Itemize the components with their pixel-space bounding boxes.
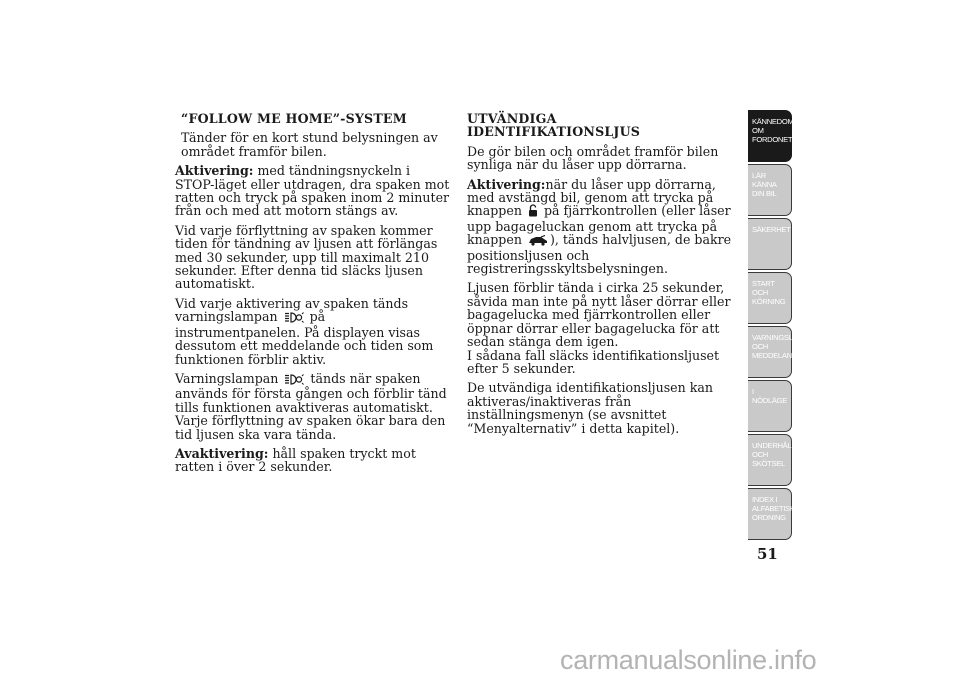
move-paragraph: Vid varje förflyttning av spaken kommer tiden för tändning av ljusen att förlängas med 30 sekunder, upp till maximalt 210 sekunder. Efter denna tid släcks ljusen automatiskt. [175,222,438,292]
tab-i-nodlage[interactable]: I NÖDLÄGE [748,380,792,432]
identification-intro: De gör bilen och området framför bilen synliga när du låser upp dörrarna. [467,143,719,173]
follow-me-home-heading: “FOLLOW ME HOME”-SYSTEM [181,111,407,126]
remain-paragraph: Ljusen förblir tända i cirka 25 sekunder, såvida man inte på nytt låser dörrar eller bagagelucka med fjärrkontrollen eller öppnar dörrar eller bagagelucka för att sedan stänga dem igen. [467,280,731,350]
deactivation-text: håll spaken tryckt mot ratten i över 2 sekunder. [175,445,416,475]
page-number: 51 [757,545,778,563]
remain-paragraph-2: I sådana fall släcks identifikationsljuset efter 5 sekunder. [467,347,720,376]
identification-activation-paragraph [467,178,733,276]
activation-paragraph [175,164,451,218]
car-trunk-icon [528,235,548,248]
left-column [175,112,451,480]
tab-lar-kanna-din-bil[interactable]: LÄR KÄNNA DIN BIL [748,164,792,216]
lamp-text-a: Vid varje aktivering av spaken tänds varningslampan [175,295,409,325]
right-column [467,112,733,441]
follow-me-home-lamp-icon [284,312,304,325]
activation-text-a: när du låser upp dörrarna, med avstängd bil, genom att trycka på knappen [467,176,716,219]
watermark: carmanualsonline.info [560,645,817,675]
tab-underhall-och-skotsel[interactable]: UNDERHÅLL OCH SKÖTSEL [748,434,792,486]
lamp-text-b: på instrumentpanelen. På displayen visas dessutom ett meddelande och tiden som funktionen förblir aktiv. [175,309,434,367]
tab-kannedom-om-fordonet[interactable]: KÄNNEDOM OM FORDONET [748,110,792,162]
tab-start-och-korning[interactable]: START OCH KÖRNING [748,272,792,324]
lamp-paragraph [175,297,451,366]
tab-index[interactable]: INDEX I ALFABETISK ORDNING [748,488,792,540]
identification-lights-heading: UTVÄNDIGA IDENTIFIKATIONSLJUS [467,111,641,140]
identification-activation-label: Aktivering: [467,176,546,192]
tab-varningslampor[interactable]: VARNINGSLAMPOR OCH MEDDELANDEN [748,326,792,378]
follow-me-home-lamp-icon [284,374,304,387]
activation-label: Aktivering: [175,163,254,179]
follow-me-home-intro: Tänder för en kort stund belysningen av området framför bilen. [181,130,438,159]
first-use-text-b: tänds när spaken används för första gången och förblir tänd tills funktionen avaktiveras automatiskt. Varje förflyttning av spaken ökar bara den tid ljusen ska vara tända. [175,370,447,442]
padlock-unlock-icon [528,204,538,219]
activation-text-c: ), tänds halvljusen, de bakre positionsljusen och registreringsskyltsbelysningen. [467,232,732,277]
deactivation-paragraph [175,447,451,474]
first-use-text-a: Varningslampan [175,370,283,386]
deactivation-label: Avaktivering: [175,445,269,461]
first-use-paragraph [175,372,451,441]
activation-text: med tändningsnyckeln i STOP-läget eller utdragen, dra spaken mot ratten och tryck på spaken inom 2 minuter från och med att motorn stängs av. [175,163,450,219]
menu-paragraph: De utvändiga identifikationsljusen kan aktiveras/inaktiveras från inställningsmenyn (se avsnittet “Menyalternativ” i detta kapitel). [467,380,713,436]
tab-sakerhet[interactable]: SÄKERHET [748,218,792,270]
activation-text-b: på fjärrkontrollen (eller låser upp bagageluckan genom att trycka på knappen [467,203,731,248]
